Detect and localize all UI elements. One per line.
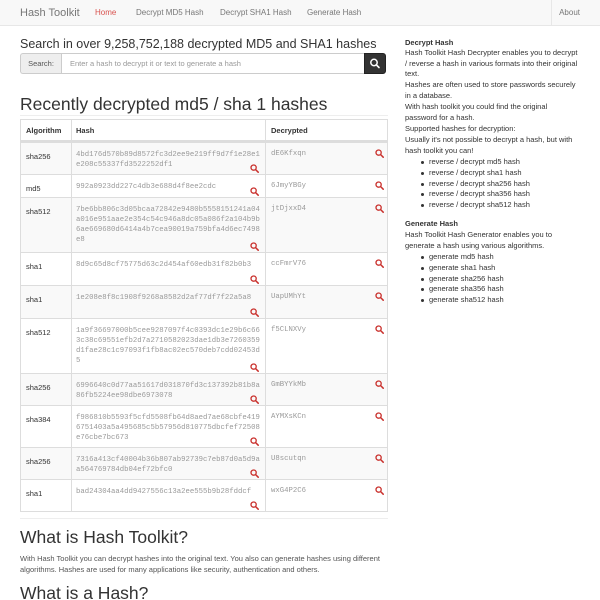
column-divider	[265, 143, 266, 174]
algorithm-cell: sha256	[26, 457, 51, 466]
hash-table	[20, 119, 388, 512]
hash-cell[interactable]: 992a0923dd227c4db3e688d4f8ee2cdc	[76, 183, 217, 191]
table-row	[21, 373, 387, 405]
search-icon[interactable]	[375, 325, 384, 336]
sidebar-link[interactable]: generate sha1 hash	[423, 263, 583, 274]
column-header-hash: Hash	[76, 126, 95, 135]
decrypted-cell[interactable]: wxG4P2C6	[271, 487, 307, 495]
hash-cell[interactable]: 1a9f36697000b5cee9287097f4c0393dc1e29b6c663c38c69551efb2d7a2710582023dae1db3e7260359d1fae28c1c97093f1fb8ac02ec570deb7cdd02453d5	[76, 327, 260, 365]
table-row	[21, 252, 387, 285]
what-is-heading: What is Hash Toolkit?	[20, 527, 188, 547]
algorithm-cell: sha1	[26, 295, 43, 304]
algorithm-cell: sha512	[26, 328, 51, 337]
nav-about[interactable]: About	[559, 8, 580, 17]
sidebar-decrypt-text5: Usually it's not possible to decrypt a hash, but with hash toolkit you can!	[405, 135, 573, 155]
search-group	[20, 53, 386, 74]
divider	[20, 115, 388, 116]
column-divider	[71, 480, 72, 511]
search-icon[interactable]	[375, 380, 384, 391]
algorithm-cell: md5	[26, 184, 41, 193]
nav-decrypt-md5[interactable]: Decrypt MD5 Hash	[136, 8, 204, 17]
hash-cell[interactable]: 4bd176d570b89d8572fc3d2ee9e219ff9d7f1e28e1e208c55337fd3522252df1	[76, 151, 260, 169]
column-divider	[265, 374, 266, 405]
sidebar-link[interactable]: reverse / decrypt sha512 hash	[423, 200, 583, 211]
column-divider	[265, 253, 266, 285]
what-is-hash-heading: What is a Hash?	[20, 583, 149, 600]
hash-cell[interactable]: f986810b5593f5cfd5508fb64d8aed7ae68cbfe4196751403a5a495685c5b57956d810775dbcfef72508e76cbe7bc673	[76, 414, 260, 442]
search-heading: Search in over 9,258,752,188 decrypted MD5 and SHA1 hashes	[20, 37, 377, 51]
column-divider	[265, 120, 266, 140]
hash-cell[interactable]: 6996640c0d77aa51617d031870fd3c137392b81b8a86fb5224ee98dbe6973078	[76, 382, 260, 400]
column-divider	[71, 448, 72, 479]
column-divider	[265, 198, 266, 252]
search-icon[interactable]	[375, 204, 384, 215]
column-divider	[265, 480, 266, 511]
table-header	[21, 120, 387, 142]
column-divider	[71, 120, 72, 140]
search-icon[interactable]	[375, 486, 384, 497]
search-icon[interactable]	[375, 149, 384, 160]
column-header-algorithm: Algorithm	[26, 126, 62, 135]
column-header-decrypted: Decrypted	[271, 126, 308, 135]
decrypted-cell[interactable]: UapUMhYt	[271, 293, 307, 301]
sidebar-link[interactable]: generate md5 hash	[423, 252, 583, 263]
column-divider	[71, 175, 72, 197]
sidebar-decrypt-title: Decrypt Hash	[405, 38, 454, 47]
recent-hashes-heading: Recently decrypted md5 / sha 1 hashes	[20, 94, 328, 114]
column-divider	[71, 406, 72, 447]
sidebar-link[interactable]: generate sha356 hash	[423, 284, 583, 295]
table-row	[21, 479, 387, 511]
column-divider	[71, 374, 72, 405]
search-icon[interactable]	[375, 181, 384, 192]
brand-logo[interactable]: Hash Toolkit	[20, 7, 80, 19]
decrypted-cell[interactable]: GmBYYkMb	[271, 381, 307, 389]
decrypted-cell[interactable]: AYMXsKCn	[271, 413, 307, 421]
table-row	[21, 318, 387, 373]
algorithm-cell: sha512	[26, 207, 51, 216]
column-divider	[265, 448, 266, 479]
algorithm-cell: sha256	[26, 152, 51, 161]
table-row	[21, 405, 387, 447]
table-row	[21, 174, 387, 197]
column-divider	[71, 253, 72, 285]
nav-decrypt-sha1[interactable]: Decrypt SHA1 Hash	[220, 8, 292, 17]
hash-cell[interactable]: 1e208e8f8c1908f9268a8582d2af77df7f22a5a8	[76, 294, 252, 302]
table-row	[21, 142, 387, 174]
sidebar-decrypt-text: Hash Toolkit Hash Decrypter enables you to decrypt / reverse a hash in various formats into their original text.	[405, 48, 578, 79]
column-divider	[265, 286, 266, 318]
decrypted-cell[interactable]: f5CLNXVy	[271, 326, 307, 334]
search-icon[interactable]	[375, 412, 384, 423]
hash-cell[interactable]: bad24304aa4dd9427556c13a2ee555b9b28fddcf	[76, 488, 252, 496]
algorithm-cell: sha256	[26, 383, 51, 392]
search-icon[interactable]	[375, 259, 384, 270]
table-row	[21, 197, 387, 252]
sidebar-generate-title: Generate Hash	[405, 219, 458, 228]
hash-cell[interactable]: 8d9c65d8cf75775d63c2d454af60edb31f82b0b3	[76, 261, 252, 269]
what-is-text: With Hash Toolkit you can decrypt hashes into the original text. You also can generate hashes using different algorithms. Hashes are used for many applications like security, authentication and others.	[20, 554, 380, 574]
nav-generate-hash[interactable]: Generate Hash	[307, 8, 362, 17]
table-body	[21, 142, 387, 511]
sidebar-link[interactable]: reverse / decrypt sha256 hash	[423, 179, 583, 190]
sidebar-generate-text: Hash Toolkit Hash Generator enables you to generate a hash using various algorithms.	[405, 230, 553, 250]
algorithm-cell: sha1	[26, 489, 43, 498]
column-divider	[71, 143, 72, 174]
hash-cell[interactable]: 7be6bb806c3d05bcaa72842e9480b5558151241a04a016e951aae2e354c54c946a8dc05a086f2a104b9b6ae669680d6414a4b7cea90019a759bfa4d6ec7498e8	[76, 206, 260, 244]
sidebar-decrypt-text4: Supported hashes for decryption:	[405, 124, 516, 133]
sidebar-decrypt-text2: Hashes are often used to store passwords securely in a database.	[405, 80, 576, 100]
sidebar-link[interactable]: reverse / decrypt sha356 hash	[423, 189, 583, 200]
column-divider	[71, 198, 72, 252]
sidebar-decrypt-list	[423, 157, 583, 211]
sidebar-generate-list	[423, 252, 583, 306]
search-icon	[365, 54, 385, 73]
table-row	[21, 285, 387, 318]
navbar	[0, 0, 600, 26]
search-icon[interactable]	[375, 454, 384, 465]
search-button[interactable]	[364, 53, 386, 74]
table-row	[21, 447, 387, 479]
column-divider	[265, 319, 266, 373]
sidebar-link[interactable]: reverse / decrypt sha1 hash	[423, 168, 583, 179]
algorithm-cell: sha384	[26, 415, 51, 424]
hash-cell[interactable]: 7316a413cf40004b36b807ab92739c7eb87d0a5d9aa564769784db04ef72bfc0	[76, 456, 260, 474]
column-divider	[71, 286, 72, 318]
decrypted-cell[interactable]: U8scutqn	[271, 455, 307, 463]
decrypted-cell[interactable]: ccFmrV76	[271, 260, 307, 268]
sidebar-decrypt-text3: With hash toolkit you could find the original password for a hash.	[405, 102, 548, 122]
nav-divider	[551, 0, 552, 26]
column-divider	[71, 319, 72, 373]
algorithm-cell: sha1	[26, 262, 43, 271]
search-icon[interactable]	[375, 292, 384, 303]
nav-home[interactable]: Home	[95, 8, 117, 17]
decrypted-cell[interactable]: jtDjxxD4	[271, 205, 307, 213]
sidebar-link[interactable]: generate sha256 hash	[423, 274, 583, 285]
decrypted-cell[interactable]: dE6Kfxqn	[271, 150, 307, 158]
decrypted-cell[interactable]: 6JmyYBGy	[271, 182, 307, 190]
column-divider	[265, 175, 266, 197]
search-input[interactable]	[61, 53, 365, 74]
sidebar-link[interactable]: generate sha512 hash	[423, 295, 583, 306]
search-label: Search:	[20, 53, 61, 74]
sidebar-link[interactable]: reverse / decrypt md5 hash	[423, 157, 583, 168]
search-icon[interactable]	[250, 501, 259, 512]
divider	[20, 518, 388, 519]
column-divider	[265, 406, 266, 447]
